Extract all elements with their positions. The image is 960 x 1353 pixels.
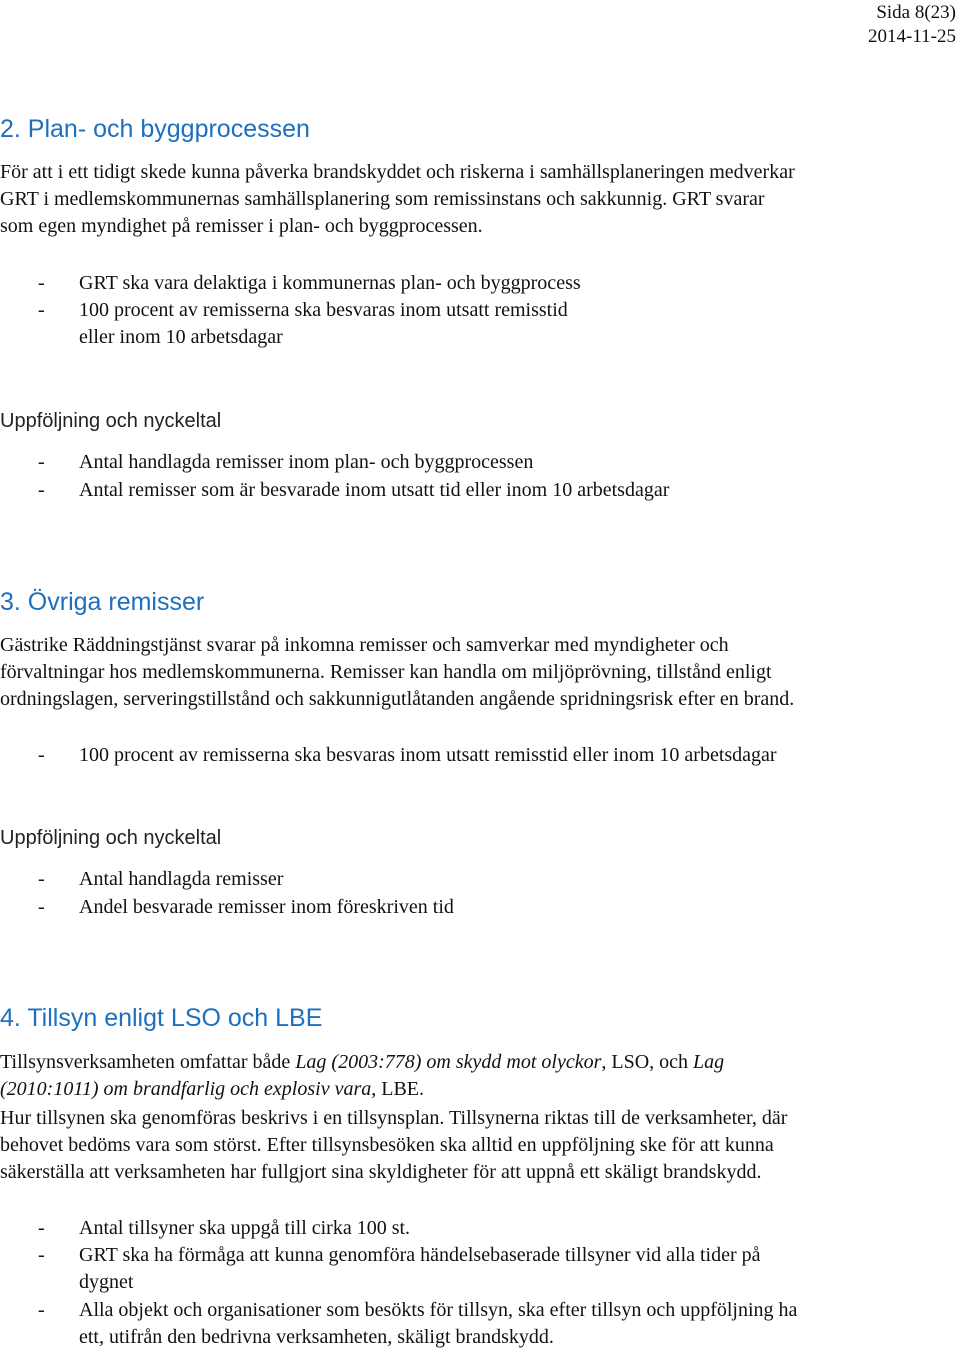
section-3-paragraph [0, 632, 794, 713]
list-item: Antal tillsyner ska uppgå till cirka 100 st. [79, 1217, 411, 1239]
list-item-continuation: ett, utifrån den bedrivna verksamheten, skäligt brandskydd. [79, 1326, 554, 1348]
list-item: 100 procent av remisserna ska besvaras inom utsatt remisstid eller inom 10 arbetsdagar [79, 744, 777, 766]
list-item: GRT ska ha förmåga att kunna genomföra händelsebaserade tillsyner vid alla tider på [79, 1244, 761, 1266]
list-bullet: - [38, 744, 45, 766]
list-item: Antal handlagda remisser inom plan- och byggprocessen [79, 451, 534, 473]
list-bullet: - [38, 1299, 45, 1321]
paragraph-line: För att i ett tidigt skede kunna påverka brandskyddet och riskerna i samhällsplaneringen medverkar [0, 161, 795, 183]
paragraph-line: förvaltningar hos medlemskommunerna. Remisser kan handla om miljöprövning, tillstånd enligt [0, 661, 772, 683]
list-bullet: - [38, 272, 45, 294]
list-bullet: - [38, 451, 45, 473]
paragraph-line: som egen myndighet på remisser i plan- och byggprocessen. [0, 215, 483, 237]
list-item: Antal remisser som är besvarade inom utsatt tid eller inom 10 arbetsdagar [79, 479, 670, 501]
document-date: 2014-11-25 [868, 26, 956, 47]
paragraph-line: ordningslagen, serveringstillstånd och sakkunnigutlåtanden angående spridningsrisk efter en brand. [0, 688, 795, 710]
list-bullet: - [38, 479, 45, 501]
paragraph-line [0, 1049, 724, 1076]
list-bullet: - [38, 299, 45, 321]
paragraph-line: Gästrike Räddningstjänst svarar på inkomna remisser och samverkar med myndigheter och [0, 634, 729, 656]
section-2-heading: 2. Plan- och byggprocessen [0, 115, 310, 143]
list-item: Andel besvarade remisser inom föreskriven tid [79, 896, 454, 918]
section-4-heading: 4. Tillsyn enligt LSO och LBE [0, 1004, 323, 1032]
text-span: Tillsynsverksamheten omfattar både [0, 1051, 296, 1073]
list-bullet: - [38, 896, 45, 918]
followup-heading: Uppföljning och nyckeltal [0, 827, 222, 849]
section-3-heading: 3. Övriga remisser [0, 588, 205, 616]
list-item: 100 procent av remisserna ska besvaras inom utsatt remisstid [79, 299, 568, 321]
paragraph-line: säkerställa att verksamheten har fullgjort sina skyldigheter för att uppnå ett skäligt brandskydd. [0, 1161, 762, 1183]
list-bullet: - [38, 1244, 45, 1266]
list-item: Antal handlagda remisser [79, 868, 284, 890]
law-reference: Lag (2003:778) om skydd mot olyckor [295, 1051, 602, 1073]
law-reference: Lag [693, 1051, 725, 1073]
law-reference: (2010:1011) om brandfarlig och explosiv vara [0, 1078, 372, 1100]
list-bullet: - [38, 868, 45, 890]
text-span: , LSO, och [601, 1051, 694, 1073]
list-item-continuation: eller inom 10 arbetsdagar [79, 326, 283, 348]
paragraph-line: Hur tillsynen ska genomföras beskrivs i en tillsynsplan. Tillsynerna riktas till de verksamheter, där [0, 1107, 788, 1129]
section-4-paragraph-2 [0, 1105, 787, 1186]
list-item: Alla objekt och organisationer som besökts för tillsyn, ska efter tillsyn och uppföljning ha [79, 1299, 798, 1321]
text-span: , LBE. [371, 1078, 425, 1100]
section-4-paragraph-1 [0, 1049, 724, 1103]
list-item-continuation: dygnet [79, 1271, 134, 1293]
paragraph-line: GRT i medlemskommunernas samhällsplanering som remissinstans och sakkunnig. GRT svarar [0, 188, 765, 210]
list-item: GRT ska vara delaktiga i kommunernas plan- och byggprocess [79, 272, 581, 294]
followup-heading: Uppföljning och nyckeltal [0, 410, 222, 432]
page-number: Sida 8(23) [876, 2, 956, 23]
section-2-paragraph [0, 159, 795, 240]
paragraph-line [0, 1076, 724, 1103]
list-bullet: - [38, 1217, 45, 1239]
paragraph-line: behovet bedöms vara som störst. Efter tillsynsbesöken ska alltid en uppföljning ske för att kunna [0, 1134, 774, 1156]
